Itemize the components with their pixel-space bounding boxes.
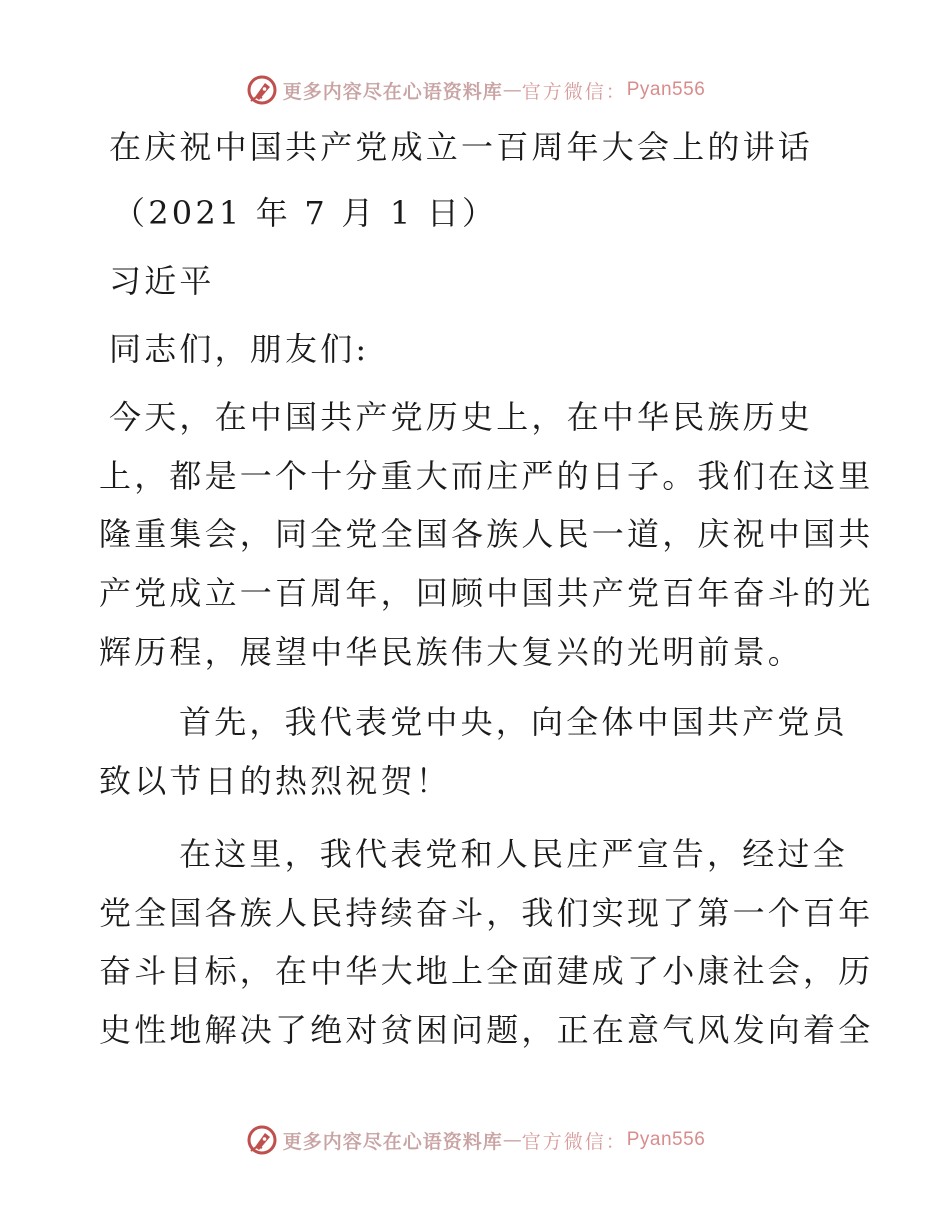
watermark-dash: —	[502, 79, 522, 101]
watermark-wechat-id: Pyan556	[626, 1129, 706, 1150]
document-greeting: 同志们，朋友们:	[109, 330, 370, 368]
paragraph-line: 史性地解决了绝对贫困问题，正在意气风发向着全	[99, 1010, 874, 1049]
document-author: 习近平	[109, 262, 215, 300]
watermark-wechat-id: Pyan556	[626, 79, 706, 100]
paragraph-3	[99, 825, 874, 1060]
watermark-main-text: 更多内容尽在心语资料库	[282, 1130, 503, 1153]
paragraph-1	[99, 388, 874, 681]
paragraph-line: 隆重集会，同全党全国各族人民一道，庆祝中国共	[99, 515, 874, 554]
paragraph-line: 党全国各族人民持续奋斗，我们实现了第一个百年	[99, 893, 874, 932]
watermark-dash: —	[502, 1129, 522, 1151]
pen-nib-logo-icon	[245, 1123, 279, 1157]
paragraph-line: 在这里，我代表党和人民庄严宣告，经过全	[179, 834, 848, 873]
paragraph-line: 首先，我代表党中央，向全体中国共产党员	[179, 703, 848, 742]
watermark-main-text: 更多内容尽在心语资料库	[282, 80, 503, 103]
watermark-label: 官方微信：	[521, 1130, 627, 1153]
pen-nib-logo-icon	[245, 73, 279, 107]
document-title: 在庆祝中国共产党成立一百周年大会上的讲话	[109, 128, 814, 166]
document-date: （2021 年 7 月 1 日）	[113, 194, 498, 232]
paragraph-2	[99, 693, 859, 810]
paragraph-line: 今天，在中国共产党历史上，在中华民族历史	[109, 398, 814, 436]
footer-watermark	[0, 1120, 950, 1160]
header-watermark	[0, 70, 950, 110]
paragraph-line: 奋斗目标，在中华大地上全面建成了小康社会，历	[99, 952, 874, 991]
paragraph-line: 致以节日的热烈祝贺！	[99, 762, 452, 801]
watermark-label: 官方微信：	[521, 80, 627, 103]
document-body	[99, 122, 874, 1060]
paragraph-line: 辉历程，展望中华民族伟大复兴的光明前景。	[99, 632, 804, 671]
paragraph-line: 上，都是一个十分重大而庄严的日子。我们在这里	[99, 456, 874, 495]
paragraph-line: 产党成立一百周年，回顾中国共产党百年奋斗的光	[99, 574, 874, 613]
